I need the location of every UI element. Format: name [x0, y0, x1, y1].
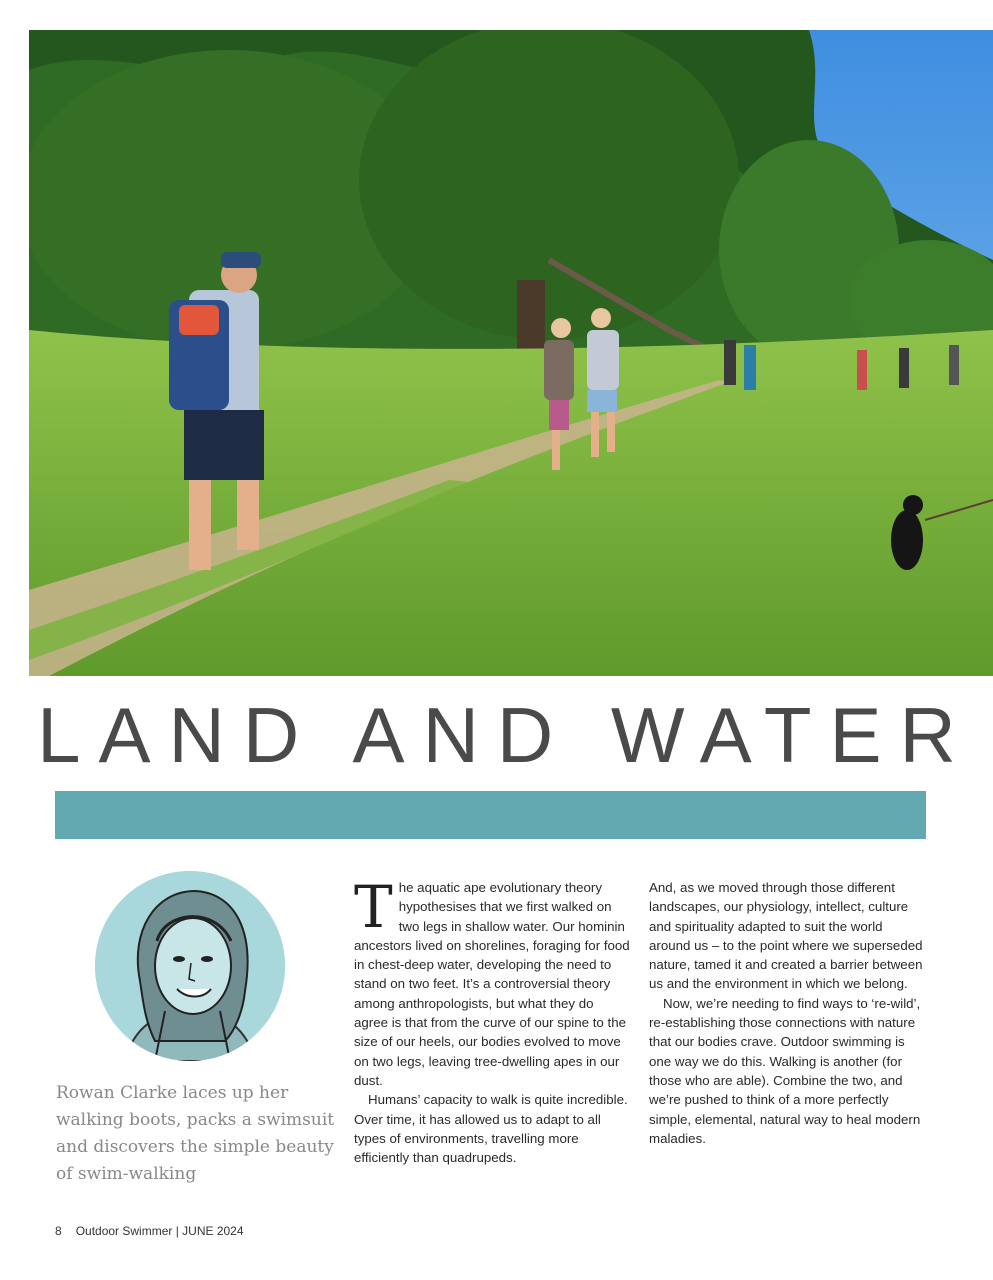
- hero-photo: [29, 30, 993, 676]
- body-column-1: [354, 873, 630, 1167]
- page-footer: [55, 1224, 244, 1238]
- paragraph: And, as we moved through those different landscapes, our physiology, intellect, culture and spirituality adapted to suit the world around us – to the point where we superseded nature, tamed it and created a barrier between us and the environment in which we belong.: [649, 880, 923, 992]
- accent-bar: [55, 791, 926, 839]
- publication-line: Outdoor Swimmer | JUNE 2024: [75, 1224, 244, 1238]
- drop-cap: T: [354, 873, 393, 941]
- article-headline: LAND AND WATER: [37, 691, 974, 779]
- paragraph: [354, 873, 630, 1090]
- paragraph: Humans’ capacity to walk is quite incredible. Over time, it has allowed us to adapt to all types of environments, travelling more efficiently than quadrupeds.: [354, 1092, 628, 1166]
- standfirst: Rowan Clarke laces up her walking boots, packs a swimsuit and discovers the simple beauty of swim-walking: [56, 1083, 335, 1184]
- page-number: 8: [55, 1224, 62, 1238]
- body-column-2: [649, 878, 925, 1148]
- author-portrait-illustration: [95, 871, 285, 1061]
- paragraph-text: he aquatic ape evolutionary theory hypothesises that we first walked on two legs in shallow water. Our hominin ancestors lived on shorelines, foraging for food in chest-deep water, developing the need to stand on two feet. It’s a controversial theory among anthropologists, but what they do agree is that from the curve of our spine to the size of our heels, our bodies evolved to move on two legs, leaving tree-dwelling apes in our dust.: [354, 880, 630, 1088]
- paragraph: Now, we’re needing to find ways to ‘re-wild’, re-establishing those connections with nature that our bodies crave. Outdoor swimming is one way we do this. Walking is another (for those who are able). Combine the two, and we’re pushed to think of a more perfectly simple, elemental, natural way to heal modern maladies.: [649, 995, 921, 1146]
- author-portrait: [95, 871, 285, 1061]
- walkers-photo-illustration: [29, 30, 993, 676]
